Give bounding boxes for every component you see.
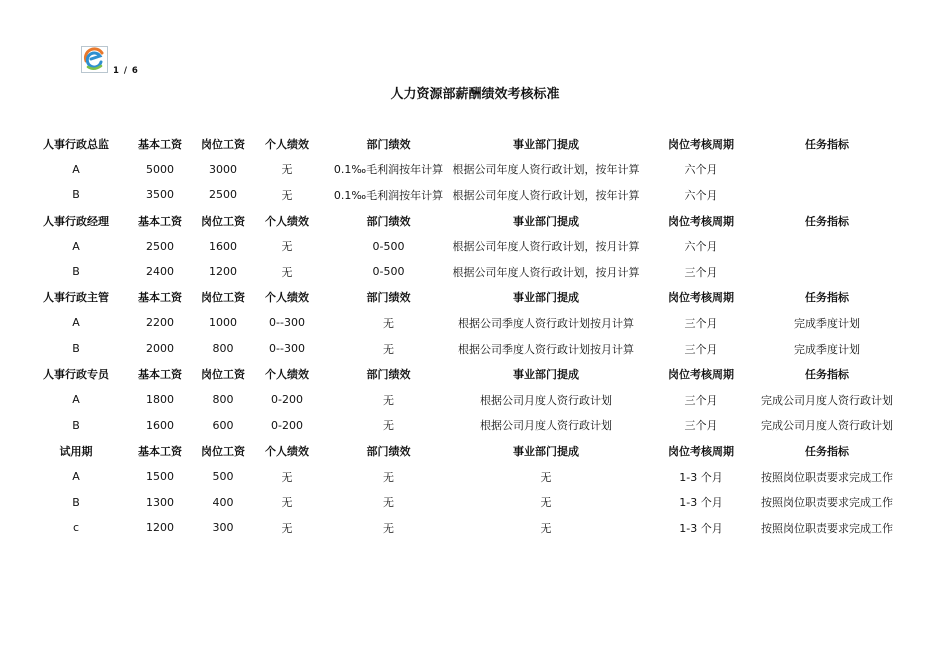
table-cell: 0-200	[271, 418, 303, 432]
table-cell: 1200	[209, 265, 237, 279]
column-header: 岗位工资	[201, 291, 245, 305]
column-header: 任务指标	[805, 291, 849, 305]
column-header: 任务指标	[805, 214, 849, 228]
table-cell: 500	[212, 470, 234, 484]
table-row	[30, 515, 893, 541]
table-cell: 0.1‰毛利润按年计算	[333, 163, 444, 177]
table-cell: 根据公司月度人资行政计划	[480, 419, 612, 433]
table-cell: B	[72, 188, 80, 202]
table-cell: 三个月	[684, 393, 718, 407]
table-cell: 无	[281, 470, 293, 484]
column-header: 事业部门提成	[513, 368, 579, 382]
column-header: 岗位工资	[201, 368, 245, 382]
table-cell: 1600	[146, 418, 174, 432]
column-header: 个人绩效	[265, 137, 309, 151]
table-cell: 1-3 个月	[679, 521, 723, 535]
table-cell: 按照岗位职责要求完成工作	[761, 521, 893, 535]
table-cell: 无	[540, 521, 552, 535]
table-cell: 0-200	[271, 393, 303, 407]
table-cell: 300	[212, 521, 234, 535]
column-header: 个人绩效	[265, 368, 309, 382]
table-cell: 2500	[209, 188, 237, 202]
table-row	[30, 387, 893, 413]
table-cell: 1-3 个月	[679, 470, 723, 484]
table-cell: 无	[383, 316, 394, 330]
table-cell: 无	[383, 496, 394, 510]
table-cell: 六个月	[684, 188, 718, 202]
column-header: 基本工资	[138, 291, 182, 305]
table-cell: A	[72, 239, 80, 253]
table-cell: A	[72, 470, 80, 484]
section-header-row	[30, 131, 893, 157]
table-cell: 三个月	[684, 265, 718, 279]
column-header: 基本工资	[138, 368, 182, 382]
table-row	[30, 182, 893, 208]
column-header: 人事行政经理	[43, 214, 109, 228]
column-header: 岗位考核周期	[668, 137, 734, 151]
table-cell: 2400	[146, 265, 174, 279]
table-cell: B	[72, 495, 80, 509]
column-header: 部门绩效	[366, 291, 411, 305]
column-header: 事业部门提成	[513, 291, 579, 305]
table-cell: 0--300	[269, 316, 305, 330]
table-cell: 5000	[146, 162, 174, 176]
table-cell: 完成季度计划	[794, 342, 860, 356]
company-logo-icon	[81, 46, 108, 73]
column-header: 人事行政总监	[43, 137, 109, 151]
table-cell	[761, 182, 893, 208]
table-cell: 完成公司月度人资行政计划	[761, 393, 893, 407]
table-cell: 1500	[146, 470, 174, 484]
table-row	[30, 464, 893, 490]
column-header: 岗位工资	[201, 137, 245, 151]
section-header-row	[30, 285, 893, 311]
table-cell: 0-500	[372, 239, 405, 253]
table-cell: 1800	[146, 393, 174, 407]
table-cell: 根据公司季度人资行政计划按月计算	[458, 316, 634, 330]
column-header: 岗位考核周期	[668, 214, 734, 228]
column-header: 个人绩效	[265, 444, 309, 458]
section-header-row	[30, 208, 893, 234]
table-cell: 无	[281, 496, 293, 510]
table-cell: 根据公司年度人资行政计划，按月计算	[452, 240, 640, 254]
page-indicator: 1 / 6	[113, 66, 139, 76]
table-row	[30, 310, 893, 336]
column-header: 基本工资	[138, 444, 182, 458]
table-cell: 六个月	[684, 163, 718, 177]
table-cell: 2500	[146, 239, 174, 253]
table-cell: 800	[212, 342, 234, 356]
column-header: 任务指标	[805, 444, 849, 458]
table-cell: 根据公司年度人资行政计划，按年计算	[452, 188, 640, 202]
table-cell	[761, 259, 893, 285]
table-cell: 无	[281, 240, 293, 254]
column-header: 部门绩效	[366, 137, 411, 151]
table-cell: B	[72, 342, 80, 356]
table-cell: 无	[383, 419, 394, 433]
column-header: 事业部门提成	[513, 444, 579, 458]
table-cell: 无	[383, 521, 394, 535]
table-cell: 六个月	[684, 240, 718, 254]
column-header: 事业部门提成	[513, 137, 579, 151]
table-cell	[761, 233, 893, 259]
section-header-row	[30, 361, 893, 387]
table-cell: 按照岗位职责要求完成工作	[761, 470, 893, 484]
table-cell: 无	[281, 521, 293, 535]
table-cell: 400	[212, 495, 234, 509]
section-header-row	[30, 438, 893, 464]
table-cell: 800	[212, 393, 234, 407]
table-body	[30, 131, 893, 541]
table-cell: A	[72, 162, 80, 176]
column-header: 岗位考核周期	[668, 291, 734, 305]
table-row	[30, 336, 893, 362]
column-header: 基本工资	[138, 137, 182, 151]
document-title: 人力资源部薪酬绩效考核标准	[390, 87, 560, 102]
table-cell: 无	[281, 163, 293, 177]
table-cell: 根据公司季度人资行政计划按月计算	[458, 342, 634, 356]
logo-graphic	[82, 47, 107, 72]
table-cell: 无	[540, 470, 552, 484]
table-cell: 按照岗位职责要求完成工作	[761, 496, 893, 510]
table-cell: 无	[281, 265, 293, 279]
table-cell: c	[72, 521, 80, 535]
table-cell: 根据公司年度人资行政计划，按年计算	[452, 163, 640, 177]
table-cell: 0-500	[372, 265, 405, 279]
table-cell: 三个月	[684, 342, 718, 356]
column-header: 岗位考核周期	[668, 444, 734, 458]
table-row	[30, 259, 893, 285]
column-header: 任务指标	[805, 137, 849, 151]
table-cell	[761, 157, 893, 183]
table-row	[30, 233, 893, 259]
table-cell: 三个月	[684, 316, 718, 330]
table-cell: 1-3 个月	[679, 496, 723, 510]
table-cell: 0--300	[269, 342, 305, 356]
column-header: 任务指标	[805, 368, 849, 382]
table-row	[30, 489, 893, 515]
column-header: 部门绩效	[366, 368, 411, 382]
table-cell: 无	[281, 188, 293, 202]
table-row	[30, 157, 893, 183]
table-cell: 无	[383, 342, 394, 356]
column-header: 个人绩效	[265, 214, 309, 228]
table-cell: B	[72, 265, 80, 279]
table-cell: 无	[383, 470, 394, 484]
column-header: 个人绩效	[265, 291, 309, 305]
table-cell: 1000	[209, 316, 237, 330]
column-header: 事业部门提成	[513, 214, 579, 228]
table-cell: 完成公司月度人资行政计划	[761, 419, 893, 433]
column-header: 部门绩效	[366, 214, 411, 228]
table-cell: 完成季度计划	[794, 316, 860, 330]
table-cell: 1300	[146, 495, 174, 509]
table-cell: 三个月	[684, 419, 718, 433]
table-cell: 2000	[146, 342, 174, 356]
column-header: 岗位考核周期	[668, 368, 734, 382]
table-cell: 根据公司年度人资行政计划，按月计算	[452, 265, 640, 279]
table-cell: 1200	[146, 521, 174, 535]
column-header: 基本工资	[138, 214, 182, 228]
table-cell: 0.1‰毛利润按年计算	[333, 188, 444, 202]
column-header: 人事行政专员	[43, 368, 109, 382]
table-cell: A	[72, 316, 80, 330]
column-header: 人事行政主管	[43, 291, 109, 305]
table-cell: 3000	[209, 162, 237, 176]
table-cell: A	[72, 393, 80, 407]
table-cell: 600	[212, 418, 234, 432]
salary-standard-table	[30, 131, 893, 541]
column-header: 试用期	[59, 444, 93, 458]
table-cell: 根据公司月度人资行政计划	[480, 393, 612, 407]
table-cell: 无	[383, 393, 394, 407]
table-cell: 1600	[209, 239, 237, 253]
table-row	[30, 413, 893, 439]
table-cell: 无	[540, 496, 552, 510]
column-header: 部门绩效	[366, 444, 411, 458]
table-cell: B	[72, 418, 80, 432]
column-header: 岗位工资	[201, 214, 245, 228]
table-cell: 3500	[146, 188, 174, 202]
table-cell: 2200	[146, 316, 174, 330]
column-header: 岗位工资	[201, 444, 245, 458]
